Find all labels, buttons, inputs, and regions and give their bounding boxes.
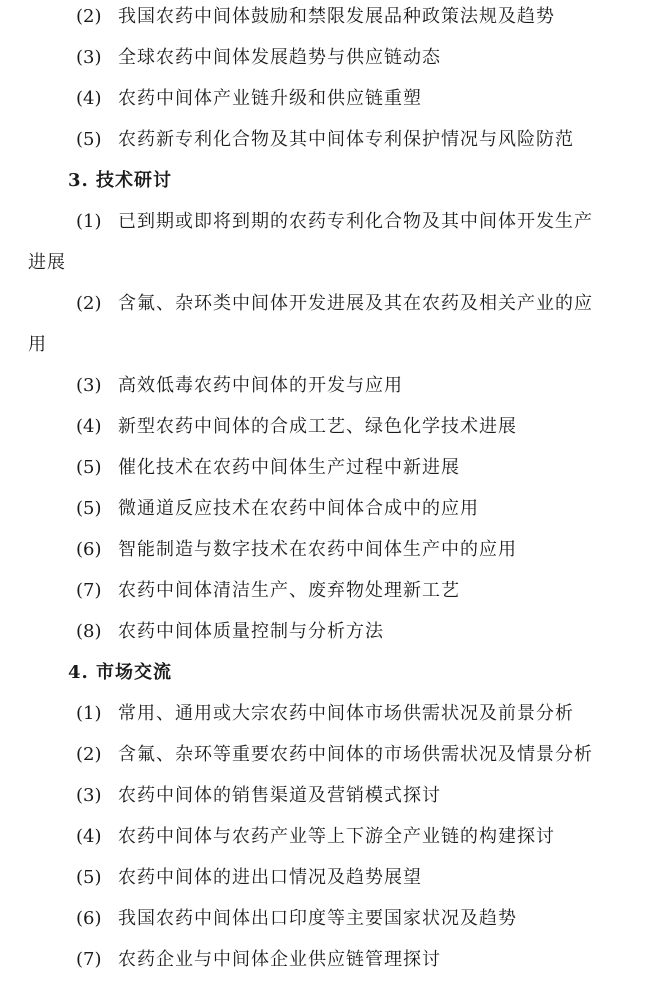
item-number: (4) [76,88,102,109]
item-text: 含氟、杂环类中间体开发进展及其在农药及相关产业的应 [118,293,593,314]
item-text: 农药中间体与农药产业等上下游全产业链的构建探讨 [118,826,555,847]
item-number: (4) [76,416,102,437]
item-text: 已到期或即将到期的农药专利化合物及其中间体开发生产 [118,211,593,232]
item-text: 含氟、杂环等重要农药中间体的市场供需状况及情景分析 [118,744,593,765]
item-text: 农药中间体产业链升级和供应链重塑 [118,88,422,109]
list-item [76,129,574,151]
item-number: (4) [76,826,102,847]
item-text: 微通道反应技术在农药中间体合成中的应用 [118,498,479,519]
list-item [76,6,555,28]
item-number: (6) [76,539,102,560]
item-number: (3) [76,785,102,806]
item-text: 农药企业与中间体企业供应链管理探讨 [118,949,441,970]
list-item [76,375,403,397]
item-number: (5) [76,457,102,478]
list-item [76,47,441,69]
list-item [76,703,574,725]
item-text: 新型农药中间体的合成工艺、绿色化学技术进展 [118,416,517,437]
list-item [76,88,422,110]
item-number: (7) [76,949,102,970]
list-item [76,211,593,233]
list-item [76,580,460,602]
list-item [76,867,422,889]
list-item-continuation: 用 [28,334,47,355]
item-text: 全球农药中间体发展趋势与供应链动态 [118,47,441,68]
item-text: 常用、通用或大宗农药中间体市场供需状况及前景分析 [118,703,574,724]
item-number: (2) [76,6,102,27]
list-item [76,416,517,438]
list-item [76,744,593,766]
item-number: (5) [76,498,102,519]
item-text: 农药中间体质量控制与分析方法 [118,621,384,642]
list-item-continuation: 进展 [28,252,66,273]
item-number: (1) [76,703,102,724]
section-heading-market: 4. 市场交流 [68,662,173,683]
list-item [76,949,441,971]
item-number: (2) [76,744,102,765]
item-number: (3) [76,375,102,396]
item-number: (5) [76,867,102,888]
list-item [76,826,555,848]
item-text: 我国农药中间体鼓励和禁限发展品种政策法规及趋势 [118,6,555,27]
item-text: 农药中间体清洁生产、废弃物处理新工艺 [118,580,460,601]
item-number: (3) [76,47,102,68]
item-number: (6) [76,908,102,929]
item-number: (8) [76,621,102,642]
list-item [76,785,441,807]
item-number: (5) [76,129,102,150]
item-number: (2) [76,293,102,314]
item-number: (1) [76,211,102,232]
item-text: 催化技术在农药中间体生产过程中新进展 [118,457,460,478]
list-item [76,457,460,479]
section-heading-tech: 3. 技术研讨 [68,170,173,191]
item-text: 高效低毒农药中间体的开发与应用 [118,375,403,396]
item-text: 农药新专利化合物及其中间体专利保护情况与风险防范 [118,129,574,150]
item-number: (7) [76,580,102,601]
list-item [76,621,384,643]
item-text: 农药中间体的进出口情况及趋势展望 [118,867,422,888]
list-item [76,293,593,315]
item-text: 农药中间体的销售渠道及营销模式探讨 [118,785,441,806]
list-item [76,539,517,561]
list-item [76,908,517,930]
item-text: 智能制造与数字技术在农药中间体生产中的应用 [118,539,517,560]
list-item [76,498,479,520]
item-text: 我国农药中间体出口印度等主要国家状况及趋势 [118,908,517,929]
